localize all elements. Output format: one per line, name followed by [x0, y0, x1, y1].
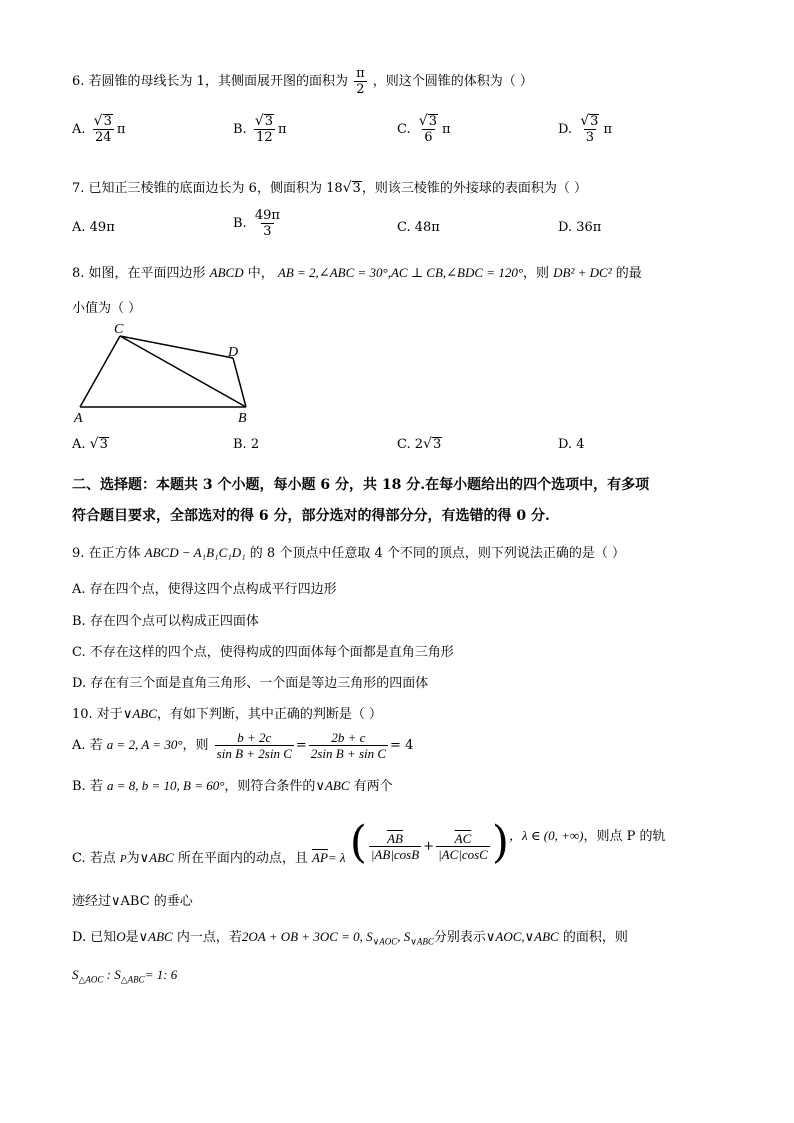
q8-condition: AB = 2,∠ABC = 30°,AC ⊥ CB,∠BDC = 120°: [277, 265, 524, 280]
q6-fraction: [354, 66, 367, 97]
option-triangle: ∨ABC: [139, 850, 174, 865]
q10-option-c[interactable]: C. 若点 $_P$为∨ABC 所在平面内的动点，且 $\overline{AP}= \lambda$ ( $\frac{\overline{AB}}{|AB|\cos B}$ + $\frac{\overline{AC}}{|AC|\cos C}$ )，λ ∈ (0, +∞)，则点 P 的轨: [72, 817, 666, 868]
segment-db: [233, 358, 246, 407]
pi-symbol: π: [116, 122, 126, 137]
q10-option-b[interactable]: [72, 775, 393, 794]
pi-symbol: π: [441, 122, 451, 137]
label-b: B: [238, 411, 247, 426]
option-condition: a = 8, b = 10, B = 60°: [106, 778, 225, 793]
option-label: A.: [72, 122, 86, 137]
area-sub-aoc: △AOC: [78, 974, 104, 985]
q7-option-a[interactable]: A. 49π: [72, 220, 115, 235]
q9-stem-text: 9. 在正方体: [72, 546, 145, 561]
point-o: O: [116, 929, 126, 944]
q8-expression: DB² + DC²: [553, 265, 612, 280]
q10-stem-text-end: ，有如下判断，其中正确的判断是（ ）: [156, 707, 383, 722]
area-sub-abc: △ABC: [120, 974, 145, 985]
frac-num: 2b + c: [331, 730, 366, 745]
frac-den: sin B + 2sin C: [216, 746, 292, 761]
sqrt-value: 3: [352, 181, 361, 196]
label-a: A: [74, 411, 83, 426]
q8-option-a[interactable]: [72, 437, 109, 452]
option-text-end: ，则点 P 的轨: [583, 829, 666, 844]
sqrt-value: 3: [99, 437, 108, 452]
q10-stem: [72, 703, 382, 722]
vector-ap: $\overline{AP}$: [312, 850, 328, 865]
option-label: B.: [233, 122, 247, 137]
label-c: C: [114, 322, 124, 337]
q8-figure: [70, 320, 260, 430]
option-sqrt: √ 3: [423, 436, 442, 452]
option-text-end: 有两个: [349, 779, 393, 794]
section2-heading-line1: 二、选择题：本题共 3 个小题，每小题 6 分，共 18 分.在每小题给出的四个选项中，有多项: [72, 477, 650, 493]
left-paren: (: [349, 817, 367, 868]
q6-frac-num: π: [356, 66, 365, 81]
sqrt-value: 3: [264, 114, 274, 129]
option-text-mid: 是: [125, 930, 139, 945]
frac-den: 6: [424, 130, 433, 145]
option-text: A. 若: [72, 738, 107, 753]
q7-stem-text-end: ，则该三棱锥的外接球的表面积为（ ）: [361, 181, 587, 196]
option-fraction: √ 3 3: [580, 113, 599, 145]
option-equals-lambda: = λ: [327, 850, 346, 865]
section2-heading-line2: 符合题目要求，全部选对的得 6 分，部分选对的得部分分，有选错的得 0 分.: [72, 508, 550, 524]
option-label: A.: [72, 437, 86, 452]
option-text-mid2: 所在平面内的动点，且: [173, 851, 308, 866]
frac-den: 2sin B + sin C: [310, 746, 387, 761]
option-fraction: √ 3 24: [93, 113, 112, 145]
frac-den: 12: [256, 130, 273, 145]
option-fraction-1: [215, 730, 294, 761]
option-text-end: 的面积，则: [558, 930, 628, 945]
option-text: B. 若: [72, 779, 107, 794]
vector-fraction-1: [369, 831, 421, 862]
q10-option-a[interactable]: A. 若 a = 2, A = 30°，则 $\frac{b + 2c}{\text{sin B + 2sin C}}$ = $\frac{2b + c}{\text{2sin B + sin C}}$ = 4: [72, 730, 414, 761]
option-triangle: ∨ABC: [315, 778, 350, 793]
q7-sqrt: √ 3: [342, 180, 361, 196]
q6-option-c[interactable]: [397, 114, 451, 145]
area-subscript-2: ∨ABC: [410, 936, 434, 947]
option-label: D.: [558, 122, 573, 137]
q8-stem-text: 8. 如图，在平面四边形: [72, 266, 210, 281]
area-s: S: [72, 967, 79, 982]
q6-stem-text-end: ，则这个圆锥的体积为（ ）: [372, 74, 533, 89]
label-d: D: [228, 345, 239, 360]
area-ratio: = 1: 6: [144, 967, 178, 982]
option-text-mid3: 分别表示: [433, 930, 486, 945]
frac-num: $\overline{AB}$: [387, 831, 403, 846]
frac-num: 49π: [254, 208, 280, 223]
sqrt-value: 3: [590, 114, 599, 129]
option-triangles: ∨AOC,∨ABC: [485, 929, 559, 944]
option-text-mid: 为: [126, 851, 140, 866]
q10-option-d[interactable]: D. 已知O是∨ABC 内一点，若2OA + OB + 3OC = 0, $S_{\vee AOC}$, $S_{\vee ABC}$分别表示∨AOC,∨ABC 的面积，则: [72, 929, 628, 947]
q8-stem-text3: ，则: [523, 266, 554, 281]
q8-option-b[interactable]: B. 2: [233, 437, 260, 452]
q8-option-d[interactable]: D. 4: [558, 437, 585, 452]
q6-stem-text: 6. 若圆锥的母线长为 1，其侧面展开图的面积为: [72, 74, 348, 89]
option-sqrt: √ 3: [89, 436, 108, 452]
frac-den: 3: [585, 130, 594, 145]
q6-frac-den: 2: [356, 82, 365, 97]
option-label: B.: [233, 216, 247, 231]
vector-fraction-2: [436, 831, 490, 862]
frac-num: $\overline{AC}$: [454, 831, 472, 846]
q9-option-d[interactable]: D. 存在有三个面是直角三角形、一个面是等边三角形的四面体: [72, 676, 429, 691]
option-text-mid: ，则: [182, 738, 209, 753]
option-fraction: [253, 208, 282, 239]
q9-option-c[interactable]: C. 不存在这样的四个点，使得构成的四面体每个面都是直角三角形: [72, 645, 454, 660]
sqrt-value: 3: [432, 437, 442, 452]
q6-option-b[interactable]: [233, 114, 287, 145]
pi-symbol: π: [278, 122, 287, 137]
frac-num: b + 2c: [237, 730, 272, 745]
segment-cd: [120, 336, 233, 358]
q7-stem: [72, 177, 587, 196]
option-text: C. 若点: [72, 851, 120, 866]
option-triangle: ∨ABC: [138, 929, 173, 944]
q10-triangle: ∨ABC: [122, 706, 157, 721]
frac-den: |AC|cosC: [438, 847, 488, 862]
q8-stem-line2: 小值为（ ）: [72, 301, 142, 316]
option-result: = 4: [390, 738, 414, 753]
q8-stem: [72, 262, 642, 281]
sqrt-value: 3: [103, 114, 112, 129]
q7-option-b[interactable]: [233, 208, 284, 239]
frac-den: 24: [95, 130, 112, 145]
option-fraction: √ 3 6: [418, 113, 437, 145]
option-fraction: √ 3 12: [254, 113, 274, 145]
option-text: D. 已知: [72, 930, 117, 945]
right-paren: ): [491, 817, 510, 868]
q8-option-c[interactable]: [397, 437, 442, 452]
q9-option-a[interactable]: A. 存在四个点，使得这四个点构成平行四边形: [72, 582, 337, 597]
option-label: C.: [397, 122, 411, 137]
q10-option-d-line2: $S_{\triangle AOC}$ : $S_{\triangle ABC}= 1$: 6: [72, 967, 178, 985]
option-coef: 2: [414, 437, 424, 452]
frac-den: |AB|cosB: [370, 847, 420, 862]
q6-option-a[interactable]: [72, 114, 125, 145]
q9-stem-text-end: 的 8 个顶点中任意取 4 个不同的顶点，则下列说法正确的是（ ）: [245, 546, 626, 561]
pi-symbol: π: [603, 122, 612, 137]
lambda-range: ，λ ∈ (0, +∞): [509, 828, 584, 843]
q9-stem: [72, 542, 625, 561]
q6-stem: [72, 66, 533, 97]
q7-stem-text: 7. 已知正三棱锥的底面边长为 6，侧面积为 18: [72, 181, 343, 196]
q8-stem-text4: 的最: [611, 266, 642, 281]
point-p: P: [119, 853, 127, 865]
q10-stem-text: 10. 对于: [72, 707, 123, 722]
q9-option-b[interactable]: B. 存在四个点可以构成正四面体: [72, 614, 259, 629]
sqrt-value: 3: [428, 114, 437, 129]
q7-option-d[interactable]: D. 36π: [558, 220, 602, 235]
segment-ac: [80, 336, 120, 407]
option-text-mid: ，则符合条件的: [224, 779, 316, 794]
vector-equation: 2OA + OB + 3OC = 0, S: [241, 929, 373, 944]
q6-option-d[interactable]: [558, 114, 612, 145]
frac-den: 3: [263, 224, 272, 239]
q8-quad-name: ABCD: [209, 265, 244, 280]
option-text-mid2: 内一点，若: [172, 930, 242, 945]
option-condition: a = 2, A = 30°: [106, 737, 183, 752]
q7-option-c[interactable]: C. 48π: [397, 220, 440, 235]
q9-cube-name: ABCD − A₁B₁C₁D₁: [144, 545, 246, 560]
q8-stem-text2: 中，: [243, 266, 278, 281]
option-fraction-2: [309, 730, 388, 761]
area-subscript-1: ∨AOC: [372, 936, 398, 947]
q10-option-c-line2: 迹经过∨ABC 的垂心: [72, 894, 193, 909]
option-label: C.: [397, 437, 411, 452]
